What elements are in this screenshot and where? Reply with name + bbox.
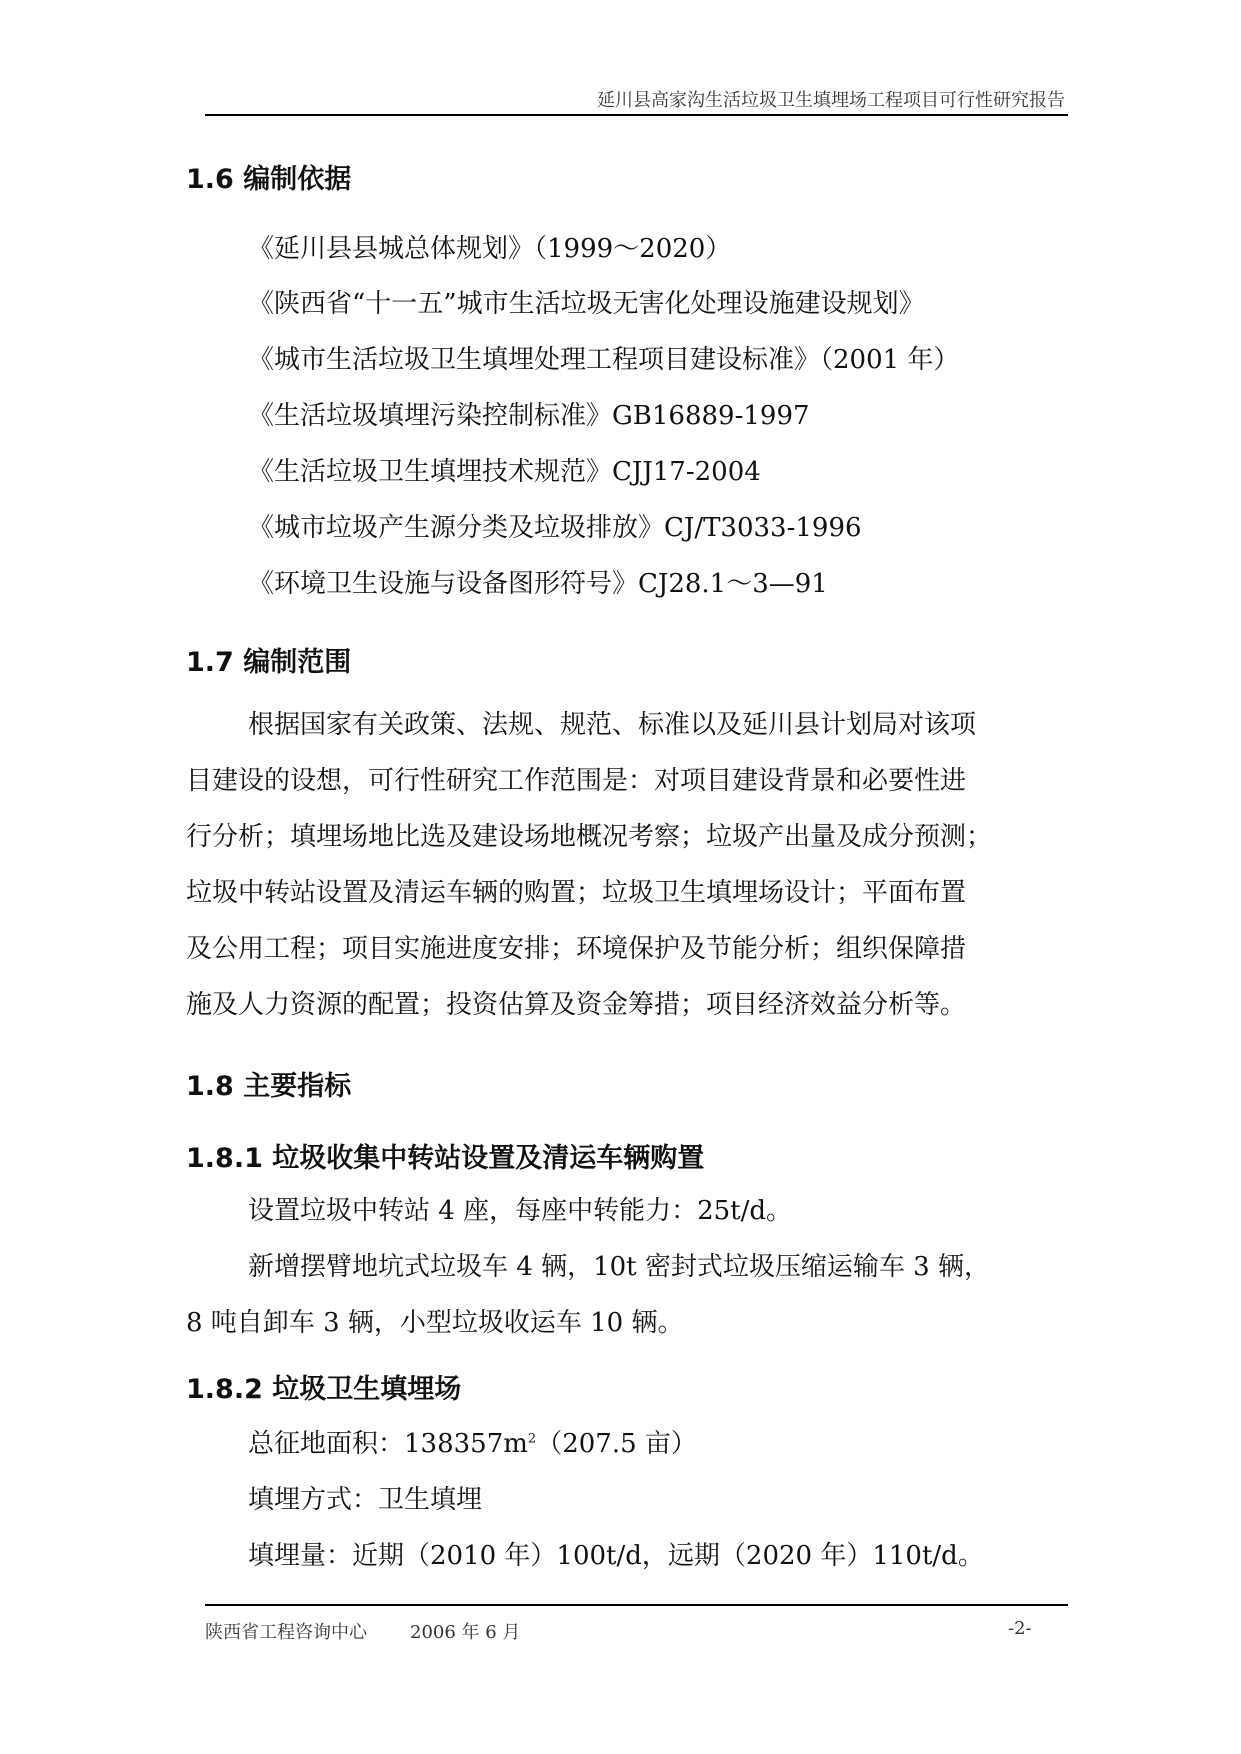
scope-paragraph [186, 697, 1056, 1033]
vehicle-line-cont: 8 吨自卸车 3 辆，小型垃圾收运车 10 辆。 [186, 1308, 684, 1338]
footer-date: 2006 年 6 月 [410, 1622, 521, 1643]
section-1-6-heading: 1.6 编制依据 [186, 164, 352, 195]
section-1-8-2-heading: 1.8.2 垃圾卫生填埋场 [186, 1374, 462, 1405]
reference-item: 《陕西省“十一五”城市生活垃圾无害化处理设施建设规划》 [248, 289, 925, 319]
reference-item: 《城市生活垃圾卫生填埋处理工程项目建设标准》（2001 年） [248, 345, 960, 375]
landfill-method-line: 填埋方式：卫生填埋 [248, 1485, 483, 1515]
section-1-8-1-heading: 1.8.1 垃圾收集中转站设置及清运车辆购置 [186, 1143, 705, 1174]
vehicle-line: 新增摆臂地坑式垃圾车 4 辆，10t 密封式垃圾压缩运输车 3 辆， [248, 1252, 990, 1282]
paragraph-line: 垃圾中转站设置及清运车辆的购置；垃圾卫生填埋场设计；平面布置 [186, 878, 967, 908]
footer-rule [205, 1604, 1068, 1606]
reference-item: 《延川县县城总体规划》（1999～2020） [248, 234, 732, 264]
footer-org: 陕西省工程咨询中心 [205, 1622, 367, 1643]
paragraph-line: 及公用工程；项目实施进度安排；环境保护及节能分析；组织保障措 [186, 934, 967, 964]
section-1-8-heading: 1.8 主要指标 [186, 1071, 352, 1102]
paragraph-line: 行分析；填埋场地比选及建设场地概况考察；垃圾产出量及成分预测； [186, 822, 993, 852]
land-area-value: 总征地面积：138357m [248, 1429, 528, 1459]
reference-item: 《环境卫生设施与设备图形符号》CJ28.1～3—91 [248, 569, 828, 599]
reference-item: 《生活垃圾卫生填埋技术规范》CJJ17-2004 [248, 457, 761, 487]
area-unit-superscript: 2 [527, 1431, 537, 1447]
land-area-mu: （207.5 亩） [536, 1429, 697, 1459]
running-header: 延川县高家沟生活垃圾卫生填埋场工程项目可行性研究报告 [597, 90, 1065, 111]
section-1-7-heading: 1.7 编制范围 [186, 647, 352, 678]
reference-item: 《城市垃圾产生源分类及垃圾排放》CJ/T3033-1996 [248, 513, 862, 543]
paragraph-line: 施及人力资源的配置；投资估算及资金筹措；项目经济效益分析等。 [186, 990, 967, 1020]
header-rule [205, 114, 1068, 116]
landfill-volume-line: 填埋量：近期（2010 年）100t/d，远期（2020 年）110t/d。 [248, 1541, 984, 1571]
land-area-line [248, 1423, 697, 1460]
transfer-station-line: 设置垃圾中转站 4 座，每座中转能力：25t/d。 [248, 1196, 793, 1226]
paragraph-line: 目建设的设想，可行性研究工作范围是：对项目建设背景和必要性进 [186, 766, 967, 796]
page-number: -2- [1008, 1618, 1032, 1639]
reference-item: 《生活垃圾填埋污染控制标准》GB16889-1997 [248, 401, 810, 431]
paragraph-line: 根据国家有关政策、法规、规范、标准以及延川县计划局对该项 [248, 710, 977, 740]
